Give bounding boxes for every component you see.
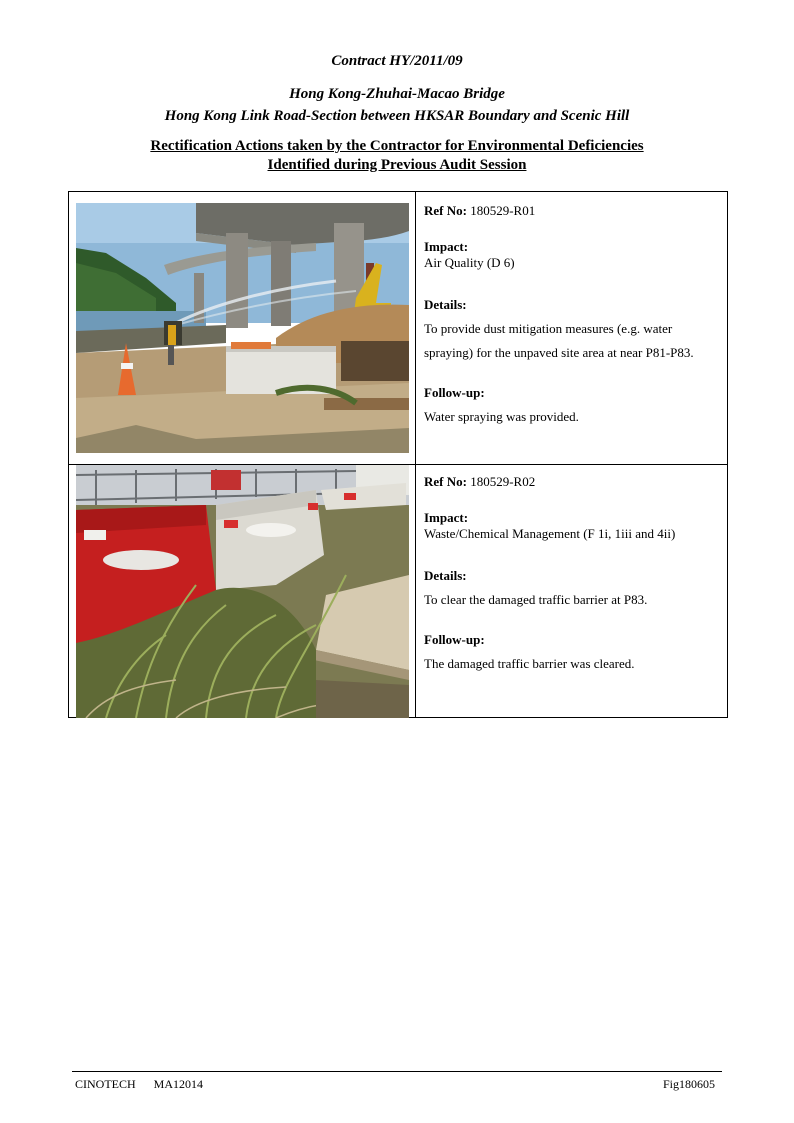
followup-label: Follow-up:	[424, 385, 485, 400]
ref-label: Ref No:	[424, 474, 467, 489]
impact-label: Impact:	[424, 239, 469, 254]
company-name: CINOTECH	[75, 1077, 136, 1091]
record-details-1	[424, 199, 724, 429]
column-divider	[415, 192, 416, 717]
footer-divider	[72, 1071, 722, 1072]
details-label: Details:	[424, 297, 467, 312]
impact-label: Impact:	[424, 510, 469, 525]
figure-number: Fig180605	[662, 1077, 715, 1091]
followup-text: The damaged traffic barrier was cleared.	[424, 656, 635, 671]
details-text-line1: To provide dust mitigation measures (e.g. water	[424, 321, 673, 336]
details-text-line2: spraying) for the unpaved site area at near P81-P83.	[424, 345, 694, 360]
footer-left	[75, 1077, 203, 1092]
ref-number: 180529-R02	[470, 474, 536, 489]
page-heading-line2: Identified during Previous Audit Session	[267, 157, 527, 173]
impact-value: Air Quality (D 6)	[424, 255, 515, 270]
section-title: Hong Kong Link Road-Section between HKSAR Boundary and Scenic Hill	[164, 108, 630, 124]
ref-number: 180529-R01	[470, 203, 536, 218]
site-photo-water-spraying	[76, 203, 409, 453]
details-text-line1: To clear the damaged traffic barrier at P83.	[424, 592, 648, 607]
record-details-2	[424, 470, 724, 676]
document-code: MA12014	[153, 1077, 204, 1091]
impact-value: Waste/Chemical Management (F 1i, 1iii and 4ii)	[424, 526, 676, 541]
details-label: Details:	[424, 568, 467, 583]
contract-title: Contract HY/2011/09	[331, 53, 463, 69]
followup-label: Follow-up:	[424, 632, 485, 647]
ref-label: Ref No:	[424, 203, 467, 218]
project-title: Hong Kong-Zhuhai-Macao Bridge	[289, 86, 505, 102]
site-photo-traffic-barrier	[76, 465, 409, 718]
rectification-table	[68, 191, 728, 718]
followup-text: Water spraying was provided.	[424, 409, 579, 424]
page-heading-line1: Rectification Actions taken by the Contractor for Environmental Deficiencies	[150, 138, 644, 154]
